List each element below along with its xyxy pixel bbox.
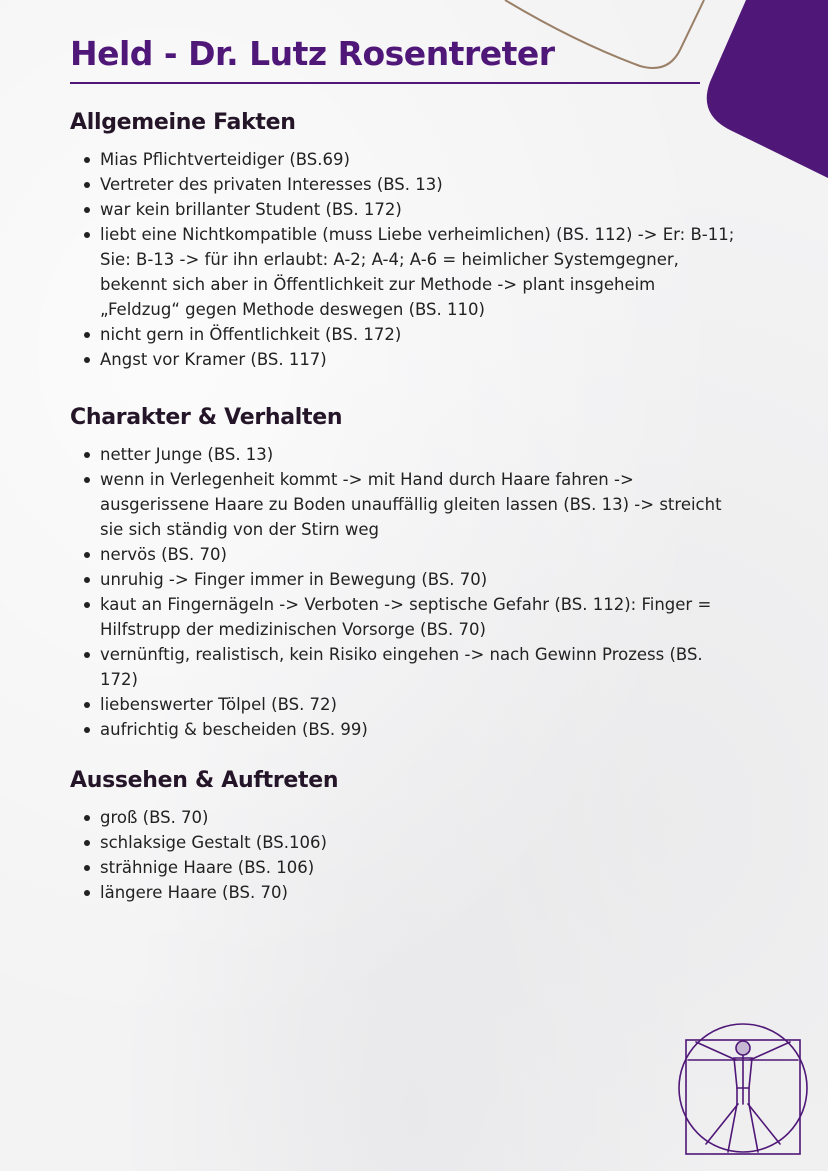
list-item: unruhig -> Finger immer in Bewegung (BS. 70) (100, 567, 770, 592)
list-item: liebt eine Nichtkompatible (muss Liebe verheimlichen) (BS. 112) -> Er: B-11; Sie: B-13 -> für ihn erlaubt: A-2; A-4; A-6 = heimlicher Systemgegner, bekennt sich aber in Öffentlichkeit zur Methode -> plant insgeheim „Feldzug“ gegen Methode deswegen (BS. 110) (100, 222, 770, 322)
list-item: längere Haare (BS. 70) (100, 880, 770, 905)
list-item: wenn in Verlegenheit kommt -> mit Hand durch Haare fahren -> ausgerissene Haare zu Boden unauffällig gleiten lassen (BS. 13) -> streicht sie sich ständig von der Stirn weg (100, 467, 770, 542)
section-charakter-verhalten (70, 405, 770, 742)
list-item: schlaksige Gestalt (BS.106) (100, 830, 770, 855)
section-heading: Charakter & Verhalten (70, 405, 343, 430)
list-item: Vertreter des privaten Interesses (BS. 13) (100, 172, 770, 197)
section-heading: Allgemeine Fakten (70, 110, 296, 135)
list-item: liebenswerter Tölpel (BS. 72) (100, 692, 770, 717)
list-item: netter Junge (BS. 13) (100, 442, 770, 467)
bullet-list (70, 442, 770, 742)
list-item: war kein brillanter Student (BS. 172) (100, 197, 770, 222)
list-item: vernünftig, realistisch, kein Risiko eingehen -> nach Gewinn Prozess (BS. 172) (100, 642, 770, 692)
vitruvian-man-icon (676, 1016, 810, 1156)
bullet-list (70, 805, 770, 905)
list-item: nicht gern in Öffentlichkeit (BS. 172) (100, 322, 770, 347)
page-title: Held - Dr. Lutz Rosentreter (70, 34, 555, 73)
title-underline (70, 82, 700, 84)
list-item: kaut an Fingernägeln -> Verboten -> septische Gefahr (BS. 112): Finger = Hilfstrupp der medizinischen Vorsorge (BS. 70) (100, 592, 770, 642)
list-item: Mias Pflichtverteidiger (BS.69) (100, 147, 770, 172)
bullet-list (70, 147, 770, 372)
list-item: aufrichtig & bescheiden (BS. 99) (100, 717, 770, 742)
list-item: groß (BS. 70) (100, 805, 770, 830)
list-item: strähnige Haare (BS. 106) (100, 855, 770, 880)
list-item: nervös (BS. 70) (100, 542, 770, 567)
section-aussehen-auftreten (70, 768, 770, 905)
list-item: Angst vor Kramer (BS. 117) (100, 347, 770, 372)
section-heading: Aussehen & Auftreten (70, 768, 339, 793)
section-allgemeine-fakten (70, 110, 770, 372)
